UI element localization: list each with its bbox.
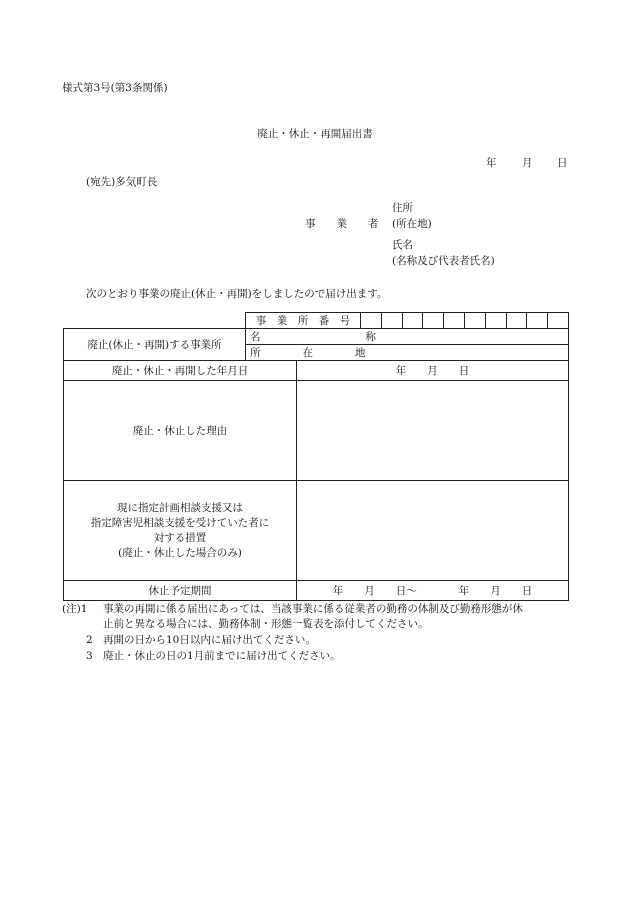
measures-input[interactable]	[297, 481, 569, 581]
period-label: 休止予定期間	[64, 581, 297, 601]
note-3-number: 3	[86, 650, 93, 662]
form-number: 様式第3号(第3条関係)	[62, 82, 168, 94]
office-number-digit[interactable]	[464, 313, 485, 329]
office-number-label: 事 業 所 番 号	[246, 313, 361, 329]
office-number-digit[interactable]	[381, 313, 402, 329]
office-number-row	[64, 313, 569, 329]
note-1-line-1: 事業の再開に係る届出にあっては、当該事業に係る従業者の勤務の体制及び勤務形態が休	[103, 603, 523, 615]
office-number-digit[interactable]	[485, 313, 506, 329]
note-3: 廃止・休止の日の1月前までに届け出てください。	[103, 650, 341, 662]
address-sub-label: (所在地)	[392, 218, 432, 230]
date-month: 月	[522, 157, 533, 169]
office-number-digit[interactable]	[548, 313, 569, 329]
page-title: 廃止・休止・再開届出書	[257, 128, 373, 140]
office-label: 廃止(休止・再開)する事業所	[64, 329, 246, 361]
measures-label-line: 現に指定計画相談支援又は	[117, 501, 243, 514]
blank-cell	[64, 313, 246, 329]
office-number-digit[interactable]	[361, 313, 382, 329]
address-label: 住所	[392, 202, 413, 214]
measures-label-line: 対する措置	[153, 531, 207, 544]
period-value[interactable]: 年 月 日～ 年 月 日	[297, 581, 569, 601]
measures-label	[64, 481, 297, 581]
office-number-digit[interactable]	[402, 313, 423, 329]
details-table	[63, 360, 569, 601]
date-day: 日	[557, 157, 568, 169]
name-label: 氏名	[392, 239, 413, 251]
reason-label: 廃止・休止した理由	[64, 381, 297, 481]
reason-input[interactable]	[297, 381, 569, 481]
office-name-row	[64, 329, 569, 345]
applicant-label: 事 業 者	[305, 218, 379, 230]
date-row	[64, 361, 569, 381]
addressee: (宛先)多気町長	[86, 176, 158, 188]
office-number-digit[interactable]	[423, 313, 444, 329]
date-year: 年	[486, 157, 497, 169]
measures-row	[64, 481, 569, 581]
intro-text: 次のとおり事業の廃止(休止・再開)をしましたので届け出ます。	[86, 288, 388, 300]
date-row-value[interactable]: 年 月 日	[297, 361, 569, 381]
measures-label-line: (廃止・休止した場合のみ)	[118, 546, 242, 559]
note-prefix: (注)1	[62, 603, 88, 615]
office-number-digit[interactable]	[444, 313, 465, 329]
note-1-line-2: 止前と異なる場合には、勤務体制・形態一覧表を添付してください。	[103, 618, 429, 630]
office-location-cell[interactable]	[246, 345, 569, 361]
name-sub-label: (名称及び代表者氏名)	[392, 255, 495, 267]
period-row	[64, 581, 569, 601]
measures-label-line: 指定障害児相談支援を受けていた者に	[90, 516, 270, 529]
office-table	[63, 312, 569, 361]
office-number-digit[interactable]	[527, 313, 548, 329]
date-row-label: 廃止・休止・再開した年月日	[64, 361, 297, 381]
office-name-label: 名 称	[250, 331, 376, 343]
note-2-number: 2	[86, 634, 93, 646]
office-name-cell[interactable]	[246, 329, 569, 345]
office-number-digit[interactable]	[506, 313, 527, 329]
reason-row	[64, 381, 569, 481]
office-location-label: 所 在 地	[250, 347, 366, 359]
note-2: 再開の日から10日以内に届け出てください。	[103, 634, 316, 646]
